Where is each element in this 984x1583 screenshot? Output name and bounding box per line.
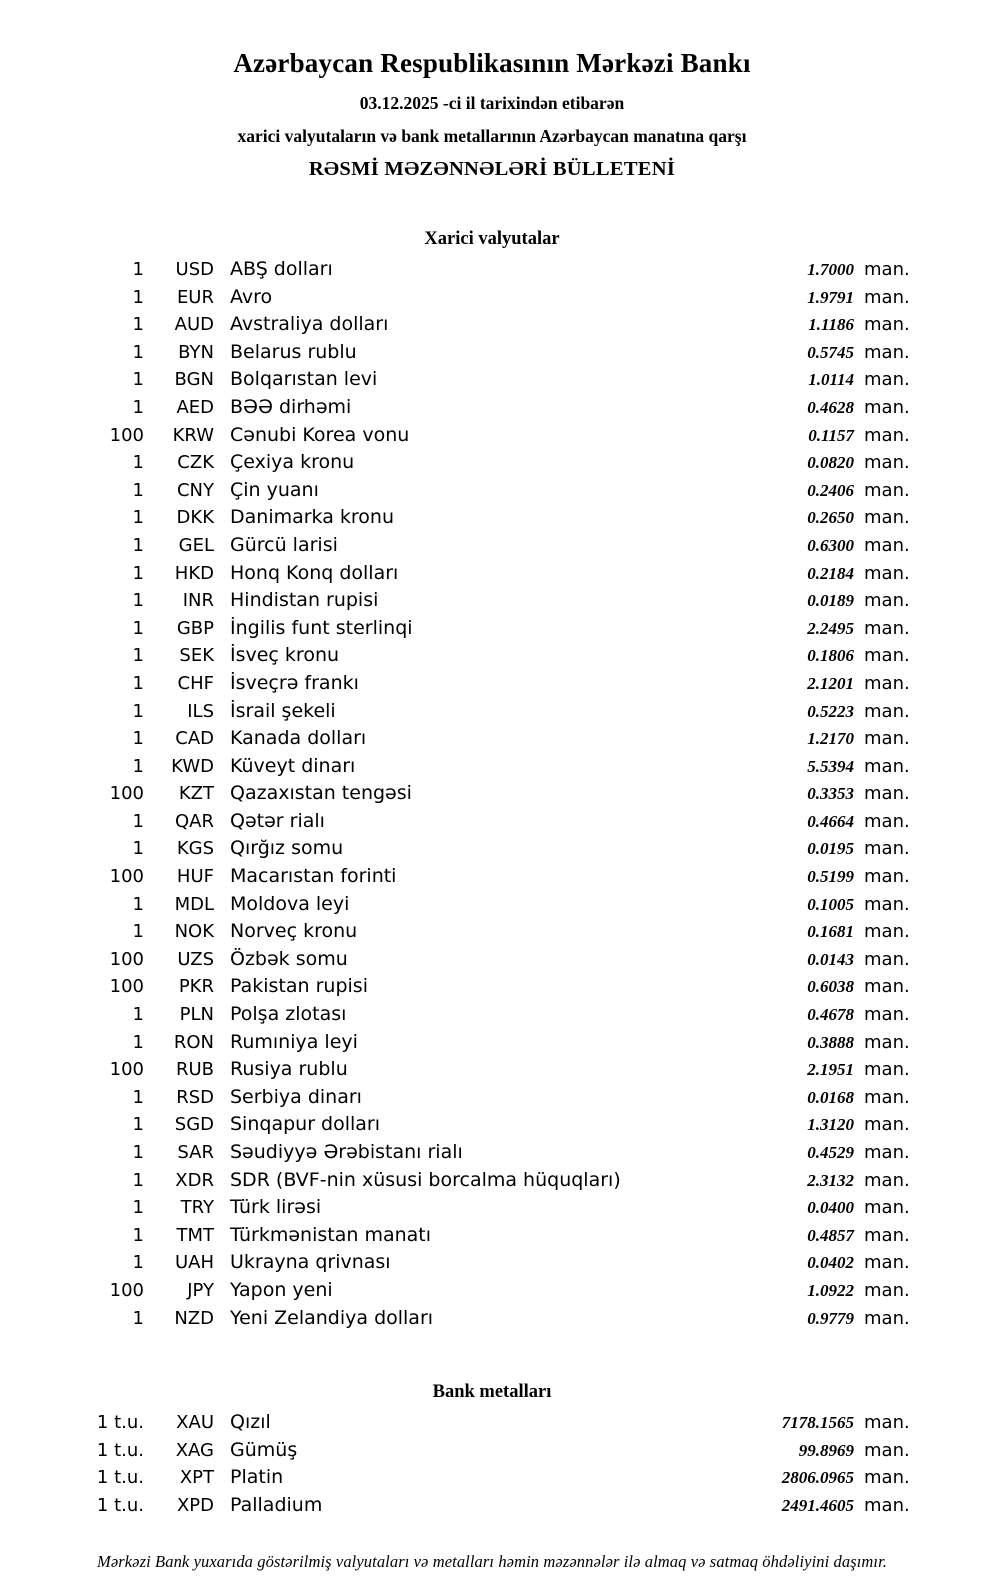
currency-name: Yeni Zelandiya dolları [230, 1306, 434, 1329]
rate-unit: man. [864, 562, 910, 584]
currency-row [56, 341, 928, 369]
currency-name: Avro [230, 285, 273, 308]
currency-name: Qızıl [230, 1411, 271, 1434]
rate-unit: man. [864, 424, 910, 446]
rate-unit: man. [864, 645, 910, 667]
currency-name: Platin [230, 1466, 284, 1489]
metal-row [56, 1439, 928, 1467]
currency-name: Səudiyyə Ərəbistanı rialı [230, 1141, 463, 1163]
rate-value: 0.0195 [807, 839, 854, 859]
rate-value: 0.4628 [807, 397, 854, 417]
rate-unit: man. [864, 728, 910, 750]
rate-value: 0.6038 [807, 977, 854, 997]
rate-amount: 100 [109, 1059, 144, 1081]
currency-name: Bolqarıstan levi [230, 368, 378, 391]
currency-code: TRY [180, 1197, 214, 1219]
currency-row [56, 396, 928, 424]
rate-value: 0.2184 [807, 563, 854, 583]
currency-code: NZD [174, 1307, 214, 1329]
currency-row [56, 506, 928, 534]
rate-amount: 1 [132, 341, 144, 363]
currency-row [56, 727, 928, 755]
rate-value: 0.5199 [807, 867, 854, 887]
rate-unit: man. [864, 921, 910, 943]
currency-code: JPY [187, 1279, 214, 1301]
rate-unit: man. [864, 1279, 910, 1301]
bulletin-title: RƏSMİ MƏZƏNNƏLƏRİ BÜLLETENİ [308, 158, 676, 180]
currency-name: ABŞ dolları [230, 258, 333, 280]
currency-name: Ukrayna qrivnası [230, 1251, 391, 1274]
metals-section [56, 1411, 928, 1521]
rate-amount: 100 [109, 1279, 144, 1301]
rate-unit: man. [864, 286, 910, 308]
currency-name: Qırğız somu [230, 837, 344, 860]
rate-value: 5.5394 [807, 756, 854, 776]
currency-row [56, 1224, 928, 1252]
currency-code: HUF [176, 866, 214, 888]
currency-code: AED [176, 396, 214, 418]
currency-row [56, 313, 928, 341]
rate-value: 2.2495 [807, 618, 854, 638]
rate-value: 0.0400 [807, 1198, 854, 1218]
rate-value: 2.3132 [807, 1170, 854, 1190]
metals-heading: Bank metalları [432, 1382, 552, 1403]
currency-code: KGS [176, 838, 214, 860]
rate-amount: 1 [132, 507, 144, 529]
rate-value: 2806.0965 [781, 1468, 854, 1488]
currency-row [56, 1031, 928, 1059]
rate-value: 0.0168 [807, 1087, 854, 1107]
rate-amount: 1 [132, 755, 144, 777]
rate-value: 0.0189 [807, 591, 854, 611]
rate-value: 99.8969 [798, 1440, 854, 1460]
currency-name: Gümüş [230, 1438, 298, 1461]
rate-amount: 1 [132, 1224, 144, 1246]
rate-unit: man. [864, 838, 910, 860]
rate-value: 1.2170 [807, 729, 854, 749]
rate-unit: man. [864, 369, 910, 391]
rate-unit: man. [864, 1224, 910, 1246]
currency-row [56, 644, 928, 672]
currency-name: İsveç kronu [230, 644, 340, 667]
rate-value: 0.4529 [807, 1143, 854, 1162]
currency-code: DKK [176, 507, 214, 529]
rate-amount: 1 [132, 1197, 144, 1219]
rate-amount: 1 [132, 590, 144, 612]
rate-unit: man. [864, 1086, 910, 1108]
rate-unit: man. [864, 396, 910, 418]
rate-amount: 100 [109, 783, 144, 805]
currency-name: Avstraliya dolları [230, 313, 389, 336]
currency-row [56, 451, 928, 479]
rate-amount: 1 [132, 534, 144, 556]
currency-row [56, 1141, 928, 1169]
currency-row [56, 1086, 928, 1114]
currency-row [56, 286, 928, 314]
currency-code: KRW [172, 424, 214, 446]
rate-value: 7178.1565 [781, 1413, 854, 1433]
rate-value: 0.1806 [807, 646, 854, 666]
rate-unit: man. [864, 341, 910, 363]
currency-name: Küveyt dinarı [230, 754, 356, 777]
currency-row [56, 258, 928, 286]
bank-title: Azərbaycan Respublikasının Mərkəzi Bankı [233, 48, 751, 78]
currency-code: PLN [179, 1004, 214, 1026]
currency-row [56, 1113, 928, 1141]
rate-unit: man. [864, 534, 910, 556]
rate-value: 0.4664 [807, 811, 854, 831]
rate-amount: 1 [132, 1086, 144, 1108]
currency-name: İsrail şekeli [230, 699, 336, 722]
rate-value: 1.3120 [807, 1115, 854, 1135]
currency-name: Norveç kronu [230, 920, 358, 943]
rate-amount: 100 [109, 424, 144, 446]
currency-code: CAD [175, 728, 214, 750]
rate-amount: 1 [132, 1114, 144, 1136]
rate-amount: 1 [132, 617, 144, 639]
currency-name: Polşa zlotası [230, 1003, 347, 1026]
metal-row [56, 1411, 928, 1439]
currency-code: GEL [178, 534, 214, 556]
rate-unit: man. [864, 1494, 910, 1516]
rate-value: 1.7000 [807, 260, 854, 279]
rate-unit: man. [864, 976, 910, 998]
currency-name: Cənubi Korea vonu [230, 423, 410, 446]
rate-amount: 1 [132, 893, 144, 915]
currency-row [56, 424, 928, 452]
currency-row [56, 672, 928, 700]
currency-row [56, 837, 928, 865]
rate-value: 0.4857 [807, 1225, 854, 1245]
currency-code: SGD [174, 1114, 214, 1136]
rate-amount: 1 [132, 700, 144, 722]
currency-name: BƏƏ dirhəmi [230, 395, 352, 418]
rate-amount: 1 [132, 259, 144, 280]
rate-amount: 1 t.u. [96, 1494, 144, 1516]
currency-code: AUD [174, 314, 214, 336]
metal-rows-body [56, 1411, 928, 1521]
subject-line: xarici valyutaların və bank metallarının Azərbaycan manatına qarşı [237, 126, 747, 146]
rate-unit: man. [864, 1467, 910, 1489]
currency-name: İngilis funt sterlinqi [230, 616, 413, 639]
metal-rates-table [56, 1411, 928, 1521]
currency-name: Türkmənistan manatı [230, 1223, 432, 1246]
metal-row [56, 1466, 928, 1494]
currency-code: XAU [176, 1412, 214, 1434]
currency-name: Çin yuanı [230, 478, 319, 501]
currency-code: BYN [178, 341, 214, 363]
rate-unit: man. [864, 1197, 910, 1219]
currency-row [56, 589, 928, 617]
currency-code: QAR [175, 810, 214, 832]
rate-unit: man. [864, 479, 910, 501]
footer-note: Mərkəzi Bank yuxarıda göstərilmiş valyutaları və metalları həmin məzənnələr ilə almaq və satmaq öhdəliyini daşımır. [96, 1551, 888, 1571]
currency-name: Qətər rialı [230, 809, 325, 832]
effective-date-line: 03.12.2025 -ci il tarixindən etibarən [359, 93, 625, 113]
currency-row [56, 865, 928, 893]
rate-value: 0.4678 [807, 1005, 854, 1025]
rate-unit: man. [864, 783, 910, 805]
rate-unit: man. [864, 590, 910, 612]
currency-code: CZK [177, 452, 214, 474]
rate-value: 0.1005 [807, 894, 854, 914]
rate-value: 0.3353 [807, 784, 854, 804]
rate-amount: 1 [132, 314, 144, 336]
currency-code: HKD [174, 562, 214, 584]
rate-amount: 1 [132, 728, 144, 750]
currency-code: UZS [177, 948, 214, 970]
currency-code: RUB [175, 1059, 214, 1081]
currency-code: INR [182, 590, 214, 612]
currency-name: Serbiya dinarı [230, 1085, 362, 1108]
currency-row [56, 1003, 928, 1031]
rate-unit: man. [864, 1114, 910, 1136]
rate-value: 0.2406 [807, 480, 854, 500]
currency-row [56, 920, 928, 948]
rate-unit: man. [864, 1169, 910, 1191]
rate-value: 0.1681 [807, 922, 854, 942]
rate-value: 0.5223 [807, 701, 854, 721]
currency-name: Türk lirəsi [230, 1196, 322, 1219]
currency-name: Danimarka kronu [230, 506, 395, 529]
currency-name: Rusiya rublu [230, 1058, 348, 1081]
rate-amount: 1 [132, 562, 144, 584]
rate-value: 0.0820 [807, 453, 854, 473]
rate-unit: man. [864, 1031, 910, 1053]
currency-row [56, 755, 928, 783]
currency-row [56, 368, 928, 396]
currency-name: Özbək somu [230, 947, 348, 970]
currency-name: Rumıniya leyi [230, 1030, 358, 1053]
currency-code: KWD [171, 755, 214, 777]
currency-code: SEK [179, 645, 214, 667]
rate-amount: 1 [132, 1004, 144, 1026]
currency-code: XPT [179, 1467, 214, 1489]
currency-code: USD [175, 259, 214, 280]
currency-name: Macarıstan forinti [230, 865, 397, 888]
currency-name: Yapon yeni [230, 1278, 333, 1301]
currency-code: XPD [176, 1494, 214, 1516]
currency-code: GBP [176, 617, 214, 639]
currency-code: MDL [174, 893, 214, 915]
currency-row [56, 1169, 928, 1197]
rate-amount: 1 [132, 479, 144, 501]
rate-unit: man. [864, 948, 910, 970]
currency-row [56, 700, 928, 728]
metal-row [56, 1494, 928, 1522]
currency-row [56, 975, 928, 1003]
currency-name: Honq Konq dolları [230, 561, 399, 584]
rate-amount: 1 [132, 645, 144, 667]
rate-unit: man. [864, 893, 910, 915]
rate-value: 0.9779 [807, 1308, 854, 1328]
currency-name: Sinqapur dolları [230, 1113, 381, 1136]
currency-name: Moldova leyi [230, 892, 350, 915]
currency-code: ILS [187, 700, 214, 722]
currency-code: UAH [174, 1252, 214, 1274]
currency-code: SAR [177, 1142, 214, 1163]
currency-rows-body [56, 258, 928, 1334]
currency-row [56, 1279, 928, 1307]
rate-unit: man. [864, 700, 910, 722]
rate-value: 2.1951 [807, 1060, 854, 1080]
currency-code: RON [173, 1031, 214, 1053]
rate-unit: man. [864, 1307, 910, 1329]
rate-amount: 1 [132, 810, 144, 832]
currency-row [56, 1058, 928, 1086]
rate-value: 2.1201 [807, 673, 854, 693]
currency-row [56, 562, 928, 590]
rate-amount: 1 t.u. [96, 1467, 144, 1489]
rate-value: 0.3888 [807, 1032, 854, 1052]
rate-unit: man. [864, 507, 910, 529]
rate-value: 1.0922 [807, 1280, 854, 1300]
currency-code: PKR [178, 976, 214, 998]
currency-code: RSD [176, 1086, 214, 1108]
currency-name: Hindistan rupisi [230, 589, 379, 612]
currency-row [56, 617, 928, 645]
rate-amount: 1 t.u. [96, 1412, 144, 1434]
rate-value: 2491.4605 [781, 1495, 854, 1515]
currency-code: XAG [175, 1439, 214, 1461]
rate-amount: 1 [132, 1031, 144, 1053]
rate-amount: 100 [109, 948, 144, 970]
rate-unit: man. [864, 1142, 910, 1163]
currency-name: Belarus rublu [230, 340, 357, 363]
currency-code: XDR [175, 1169, 214, 1191]
currency-code: TMT [176, 1224, 214, 1246]
currency-name: Palladium [230, 1493, 323, 1516]
rate-amount: 1 [132, 286, 144, 308]
currency-row [56, 782, 928, 810]
rate-unit: man. [864, 617, 910, 639]
rate-amount: 1 [132, 1307, 144, 1329]
currency-code: KZT [178, 783, 214, 805]
rate-unit: man. [864, 810, 910, 832]
currency-row [56, 1251, 928, 1279]
currency-row [56, 1307, 928, 1335]
currency-row [56, 534, 928, 562]
rate-unit: man. [864, 452, 910, 474]
currency-code: BGN [174, 369, 214, 391]
currency-code: EUR [176, 286, 214, 308]
currency-name: Çexiya kronu [230, 451, 355, 474]
currency-row [56, 479, 928, 507]
rate-value: 1.9791 [807, 287, 854, 307]
currency-row [56, 893, 928, 921]
rate-amount: 1 [132, 1252, 144, 1274]
rate-unit: man. [864, 755, 910, 777]
rate-amount: 1 [132, 1169, 144, 1191]
currency-name: Gürcü larisi [230, 533, 338, 556]
rate-value: 0.0402 [807, 1253, 854, 1273]
rate-unit: man. [864, 1412, 910, 1434]
currency-code: NOK [174, 921, 214, 943]
currency-code: CNY [176, 479, 214, 501]
rate-value: 1.1186 [808, 315, 854, 335]
rate-amount: 1 [132, 1142, 144, 1163]
rate-amount: 1 [132, 672, 144, 694]
rate-unit: man. [864, 1439, 910, 1461]
rate-value: 0.6300 [807, 535, 854, 555]
currency-name: İsveçrə frankı [230, 671, 359, 694]
rate-amount: 1 t.u. [96, 1439, 144, 1461]
rate-unit: man. [864, 1004, 910, 1026]
document-header [56, 48, 928, 181]
rate-unit: man. [864, 672, 910, 694]
currency-name: Pakistan rupisi [230, 975, 368, 998]
rate-unit: man. [864, 314, 910, 336]
rate-unit: man. [864, 866, 910, 888]
rate-unit: man. [864, 259, 910, 280]
rate-amount: 1 [132, 396, 144, 418]
rate-unit: man. [864, 1059, 910, 1081]
rate-value: 0.5745 [807, 342, 854, 362]
currency-name: Kanada dolları [230, 727, 367, 750]
rate-unit: man. [864, 1252, 910, 1274]
rate-value: 0.2650 [807, 508, 854, 528]
currency-rates-table [56, 258, 928, 1334]
rate-amount: 100 [109, 976, 144, 998]
rate-amount: 1 [132, 921, 144, 943]
currency-name: SDR (BVF-nin xüsusi borcalma hüquqları) [230, 1168, 621, 1191]
rate-value: 0.1157 [808, 425, 854, 445]
currency-row [56, 1196, 928, 1224]
currency-code: CHF [177, 672, 214, 694]
currency-name: Qazaxıstan tengəsi [230, 782, 412, 805]
rate-value: 1.0114 [808, 370, 854, 390]
rate-amount: 100 [109, 866, 144, 888]
rate-amount: 1 [132, 452, 144, 474]
rate-value: 0.0143 [807, 949, 854, 969]
currency-row [56, 948, 928, 976]
currencies-heading: Xarici valyutalar [424, 229, 560, 249]
rate-amount: 1 [132, 838, 144, 860]
currency-row [56, 810, 928, 838]
rate-amount: 1 [132, 369, 144, 391]
